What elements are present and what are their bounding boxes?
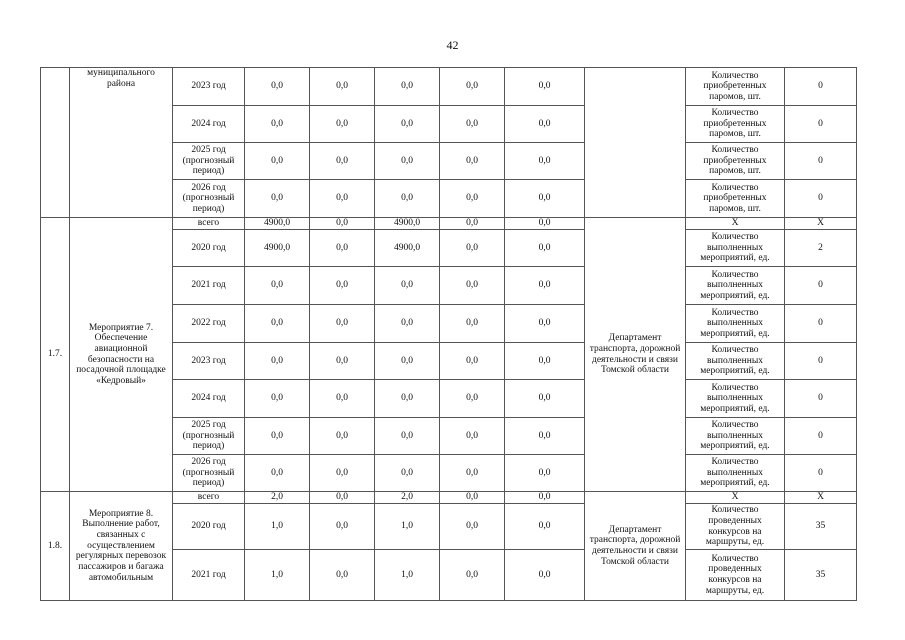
amount-cell: 0,0 [375, 106, 440, 143]
amount-cell: 0,0 [310, 492, 375, 504]
indicator-cell: Количество выполненных мероприятий, ед. [686, 455, 785, 492]
period-cell: всего [173, 492, 245, 504]
amount-cell: 0,0 [375, 418, 440, 455]
table-row [41, 68, 857, 106]
indicator-cell: Количество выполненных мероприятий, ед. [686, 305, 785, 343]
amount-cell: 0,0 [310, 143, 375, 180]
amount-cell: 0,0 [505, 143, 585, 180]
amount-cell: 0,0 [375, 455, 440, 492]
amount-cell: 0,0 [245, 180, 310, 218]
amount-cell: 1,0 [245, 504, 310, 550]
executor-cell: Департамент транспорта, дорожной деятельности и связи Томской области [585, 492, 686, 601]
amount-cell: 0,0 [505, 550, 585, 601]
amount-cell: 0,0 [440, 180, 505, 218]
amount-cell: 0,0 [440, 218, 505, 230]
amount-cell: 0,0 [440, 267, 505, 305]
indicator-cell: Количество выполненных мероприятий, ед. [686, 230, 785, 267]
indicator-value-cell: 35 [785, 550, 857, 601]
indicator-cell: Х [686, 218, 785, 230]
amount-cell: 0,0 [310, 343, 375, 380]
period-cell: 2020 год [173, 230, 245, 267]
amount-cell: 0,0 [310, 218, 375, 230]
activity-name: муниципального района [70, 68, 173, 218]
indicator-value-cell: 0 [785, 455, 857, 492]
amount-cell: 0,0 [245, 380, 310, 418]
amount-cell: 4900,0 [245, 230, 310, 267]
table-body [41, 68, 857, 601]
budget-table [40, 67, 857, 601]
indicator-value-cell: 35 [785, 504, 857, 550]
table-row [41, 492, 857, 504]
amount-cell: 0,0 [375, 68, 440, 106]
amount-cell: 0,0 [310, 267, 375, 305]
amount-cell: 0,0 [440, 550, 505, 601]
item-number [41, 68, 70, 218]
amount-cell: 0,0 [505, 267, 585, 305]
amount-cell: 0,0 [245, 106, 310, 143]
amount-cell: 0,0 [440, 504, 505, 550]
amount-cell: 0,0 [505, 106, 585, 143]
amount-cell: 1,0 [375, 550, 440, 601]
indicator-cell: Количество проведенных конкурсов на маршруты, ед. [686, 550, 785, 601]
amount-cell: 0,0 [245, 343, 310, 380]
period-cell: 2021 год [173, 267, 245, 305]
indicator-cell: Количество выполненных мероприятий, ед. [686, 418, 785, 455]
period-cell: 2024 год [173, 380, 245, 418]
indicator-cell: Количество приобретенных паромов, шт. [686, 143, 785, 180]
amount-cell: 0,0 [310, 380, 375, 418]
amount-cell: 0,0 [310, 418, 375, 455]
amount-cell: 0,0 [440, 143, 505, 180]
amount-cell: 0,0 [505, 504, 585, 550]
amount-cell: 0,0 [245, 68, 310, 106]
indicator-cell: Количество приобретенных паромов, шт. [686, 106, 785, 143]
period-cell: 2026 год (прогнозный период) [173, 180, 245, 218]
period-cell: 2023 год [173, 343, 245, 380]
amount-cell: 0,0 [310, 230, 375, 267]
amount-cell: 1,0 [375, 504, 440, 550]
amount-cell: 4900,0 [245, 218, 310, 230]
amount-cell: 0,0 [375, 380, 440, 418]
amount-cell: 0,0 [310, 180, 375, 218]
item-number: 1.8. [41, 492, 70, 601]
amount-cell: 0,0 [310, 455, 375, 492]
amount-cell: 0,0 [375, 343, 440, 380]
amount-cell: 0,0 [440, 343, 505, 380]
period-cell: 2024 год [173, 106, 245, 143]
indicator-value-cell: 0 [785, 418, 857, 455]
period-cell: 2023 год [173, 68, 245, 106]
period-cell: 2025 год (прогнозный период) [173, 143, 245, 180]
period-cell: 2020 год [173, 504, 245, 550]
amount-cell: 0,0 [245, 305, 310, 343]
indicator-value-cell: 0 [785, 305, 857, 343]
indicator-cell: Количество выполненных мероприятий, ед. [686, 343, 785, 380]
amount-cell: 4900,0 [375, 218, 440, 230]
period-cell: всего [173, 218, 245, 230]
amount-cell: 0,0 [440, 305, 505, 343]
amount-cell: 0,0 [440, 418, 505, 455]
amount-cell: 0,0 [375, 305, 440, 343]
executor-cell [585, 68, 686, 218]
executor-cell: Департамент транспорта, дорожной деятельности и связи Томской области [585, 218, 686, 492]
indicator-value-cell: 0 [785, 180, 857, 218]
amount-cell: 0,0 [245, 267, 310, 305]
indicator-cell: Количество приобретенных паромов, шт. [686, 180, 785, 218]
amount-cell: 1,0 [245, 550, 310, 601]
amount-cell: 0,0 [505, 218, 585, 230]
amount-cell: 0,0 [245, 143, 310, 180]
amount-cell: 0,0 [505, 418, 585, 455]
amount-cell: 2,0 [245, 492, 310, 504]
amount-cell: 0,0 [505, 343, 585, 380]
amount-cell: 0,0 [375, 143, 440, 180]
amount-cell: 0,0 [505, 492, 585, 504]
amount-cell: 0,0 [310, 305, 375, 343]
amount-cell: 4900,0 [375, 230, 440, 267]
amount-cell: 0,0 [245, 455, 310, 492]
amount-cell: 0,0 [440, 455, 505, 492]
amount-cell: 0,0 [310, 106, 375, 143]
amount-cell: 0,0 [505, 305, 585, 343]
period-cell: 2022 год [173, 305, 245, 343]
amount-cell: 0,0 [505, 380, 585, 418]
indicator-value-cell: 0 [785, 143, 857, 180]
page-number: 42 [446, 38, 459, 52]
amount-cell: 0,0 [310, 504, 375, 550]
indicator-value-cell: Х [785, 492, 857, 504]
amount-cell: 0,0 [245, 418, 310, 455]
period-cell: 2026 год (прогнозный период) [173, 455, 245, 492]
amount-cell: 0,0 [375, 267, 440, 305]
amount-cell: 0,0 [440, 106, 505, 143]
amount-cell: 0,0 [440, 380, 505, 418]
indicator-value-cell: 0 [785, 68, 857, 106]
indicator-cell: Количество приобретенных паромов, шт. [686, 68, 785, 106]
indicator-cell: Количество проведенных конкурсов на маршруты, ед. [686, 504, 785, 550]
amount-cell: 0,0 [505, 180, 585, 218]
indicator-cell: Х [686, 492, 785, 504]
amount-cell: 2,0 [375, 492, 440, 504]
amount-cell: 0,0 [310, 68, 375, 106]
period-cell: 2025 год (прогнозный период) [173, 418, 245, 455]
indicator-value-cell: 0 [785, 380, 857, 418]
indicator-value-cell: 0 [785, 267, 857, 305]
amount-cell: 0,0 [375, 180, 440, 218]
amount-cell: 0,0 [505, 230, 585, 267]
indicator-value-cell: 0 [785, 343, 857, 380]
amount-cell: 0,0 [505, 455, 585, 492]
table-row [41, 218, 857, 230]
period-cell: 2021 год [173, 550, 245, 601]
activity-name: Мероприятие 7. Обеспечение авиационной безопасности на посадочной площадке «Кедровый» [70, 218, 173, 492]
indicator-value-cell: 2 [785, 230, 857, 267]
amount-cell: 0,0 [505, 68, 585, 106]
indicator-cell: Количество выполненных мероприятий, ед. [686, 380, 785, 418]
indicator-cell: Количество выполненных мероприятий, ед. [686, 267, 785, 305]
activity-name: Мероприятие 8. Выполнение работ, связанных с осуществлением регулярных перевозок пассажиров и багажа автомобильным [70, 492, 173, 601]
amount-cell: 0,0 [310, 550, 375, 601]
indicator-value-cell: 0 [785, 106, 857, 143]
amount-cell: 0,0 [440, 492, 505, 504]
indicator-value-cell: Х [785, 218, 857, 230]
item-number: 1.7. [41, 218, 70, 492]
amount-cell: 0,0 [440, 68, 505, 106]
amount-cell: 0,0 [440, 230, 505, 267]
